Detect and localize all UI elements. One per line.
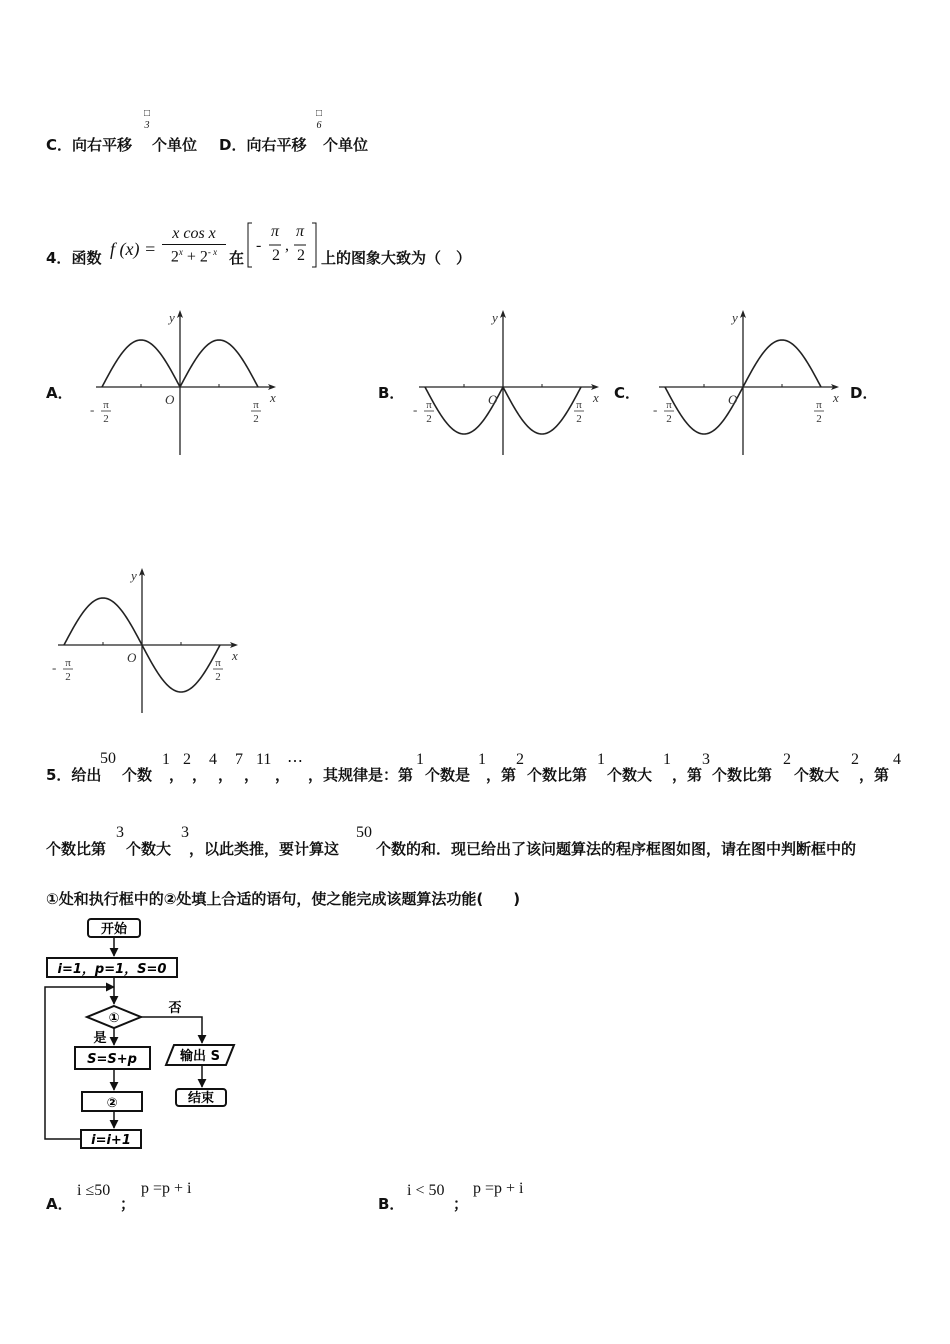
tick-neg-pi: π	[65, 657, 71, 669]
graph-d	[42, 563, 247, 718]
q3-option-c: C．向右平移	[46, 136, 133, 154]
q3-option-d: D．向右平移	[219, 136, 307, 154]
tick-neg-sign: -	[52, 660, 57, 675]
graph-a	[80, 305, 285, 460]
tick-neg-sign: -	[90, 402, 95, 417]
y-axis-label: y	[732, 310, 738, 325]
q5-line3: ①处和执行框中的②处填上合适的语句，使之能完成该题算法功能( )	[46, 890, 521, 908]
option-label: C．	[46, 136, 73, 154]
q4-interval-sep: ,	[285, 237, 289, 254]
y-axis-label: y	[131, 568, 137, 583]
q3-option-c-tail: 个单位	[152, 136, 198, 154]
q4-label-d: D．	[850, 384, 878, 402]
q5-line2: 个数比第 3 个数大 3 ，以此类推，要计算这 50 个数的和．现已给出了该问题算法的程序框图如图，请在图中判断框中的	[46, 824, 857, 858]
flow-incr-text: i=i+1	[91, 1133, 131, 1148]
q4-label-b: B．	[378, 384, 405, 402]
x-axis-label: x	[833, 390, 839, 405]
q4-interval-two-1: 2	[272, 247, 280, 264]
graph-c	[643, 305, 848, 460]
y-axis-label: y	[169, 310, 175, 325]
graph-b	[403, 305, 608, 460]
option-label: B．	[378, 1195, 405, 1213]
q5-option-a: A． i ≤50 ； p =p + i	[46, 1180, 192, 1213]
tick-pos-two: 2	[253, 413, 259, 425]
tick-neg-pi: π	[103, 399, 109, 411]
x-axis-label: x	[593, 390, 599, 405]
q4-number: 4．函数	[46, 249, 102, 267]
q4-interval-pi-1: π	[271, 223, 280, 240]
tick-neg-two: 2	[65, 671, 71, 683]
origin-label: O	[127, 650, 137, 665]
origin-label: O	[165, 392, 175, 407]
flow-start-text: 开始	[100, 922, 128, 937]
tick-pos-two: 2	[215, 671, 221, 683]
q4-interval-minus: -	[256, 237, 262, 254]
tick-neg-sign: -	[653, 402, 658, 417]
tick-neg-sign: -	[413, 402, 418, 417]
flow-step2-text: ②	[106, 1096, 118, 1111]
q3-c-fraction: □ 3	[143, 108, 151, 131]
flow-output-text: 输出 S	[180, 1049, 220, 1064]
q4-stem-tail: 上的图象大致为（ ）	[321, 249, 472, 267]
flow-init-text: i=1，p=1，S=0	[57, 962, 167, 977]
tick-neg-pi: π	[666, 399, 672, 411]
q5-line1: 5．给出 50 个数 1 ， 2 ， 4 ， 7 ， 11 ， ⋯ ，其规律是：第 1 个数是 1 ，第 2 个数比第 1 个数大 1 ，第 3 个数比第 2 个数大 2 ，第 4	[46, 750, 901, 784]
flow-no-label: 否	[168, 1001, 182, 1016]
q4-label-c: C．	[614, 384, 641, 402]
x-axis-label: x	[232, 648, 238, 663]
tick-neg-pi: π	[426, 399, 432, 411]
q4-func-fraction: x cos x $2^x + 2^{- x}$	[162, 225, 226, 266]
option-label: A．	[46, 1195, 73, 1213]
flowchart	[40, 912, 245, 1162]
flow-decision-text: ①	[108, 1011, 120, 1026]
q4-func-lhs: f (x) =	[110, 239, 157, 259]
y-axis-label: y	[492, 310, 498, 325]
flow-yes-label: 是	[93, 1031, 107, 1046]
tick-pos-pi: π	[576, 399, 582, 411]
q5-option-b: B． i < 50 ； p =p + i	[378, 1180, 524, 1213]
origin-label: O	[728, 392, 738, 407]
flow-end-text: 结束	[187, 1091, 215, 1106]
tick-pos-two: 2	[816, 413, 822, 425]
tick-pos-pi: π	[816, 399, 822, 411]
tick-neg-two: 2	[103, 413, 109, 425]
tick-neg-two: 2	[666, 413, 672, 425]
tick-pos-two: 2	[576, 413, 582, 425]
flow-sum-text: S=S+p	[87, 1052, 137, 1067]
q3-d-fraction: □ 6	[315, 108, 323, 131]
tick-pos-pi: π	[215, 657, 221, 669]
tick-pos-pi: π	[253, 399, 259, 411]
q4-interval-pi-2: π	[296, 223, 305, 240]
x-axis-label: x	[270, 390, 276, 405]
tick-neg-two: 2	[426, 413, 432, 425]
q4-interval-two-2: 2	[297, 247, 305, 264]
origin-label: O	[488, 392, 498, 407]
q4-in: 在	[229, 249, 245, 267]
q4-label-a: A．	[46, 384, 73, 402]
option-label: D．	[219, 136, 247, 154]
q3-option-d-tail: 个单位	[323, 136, 369, 154]
